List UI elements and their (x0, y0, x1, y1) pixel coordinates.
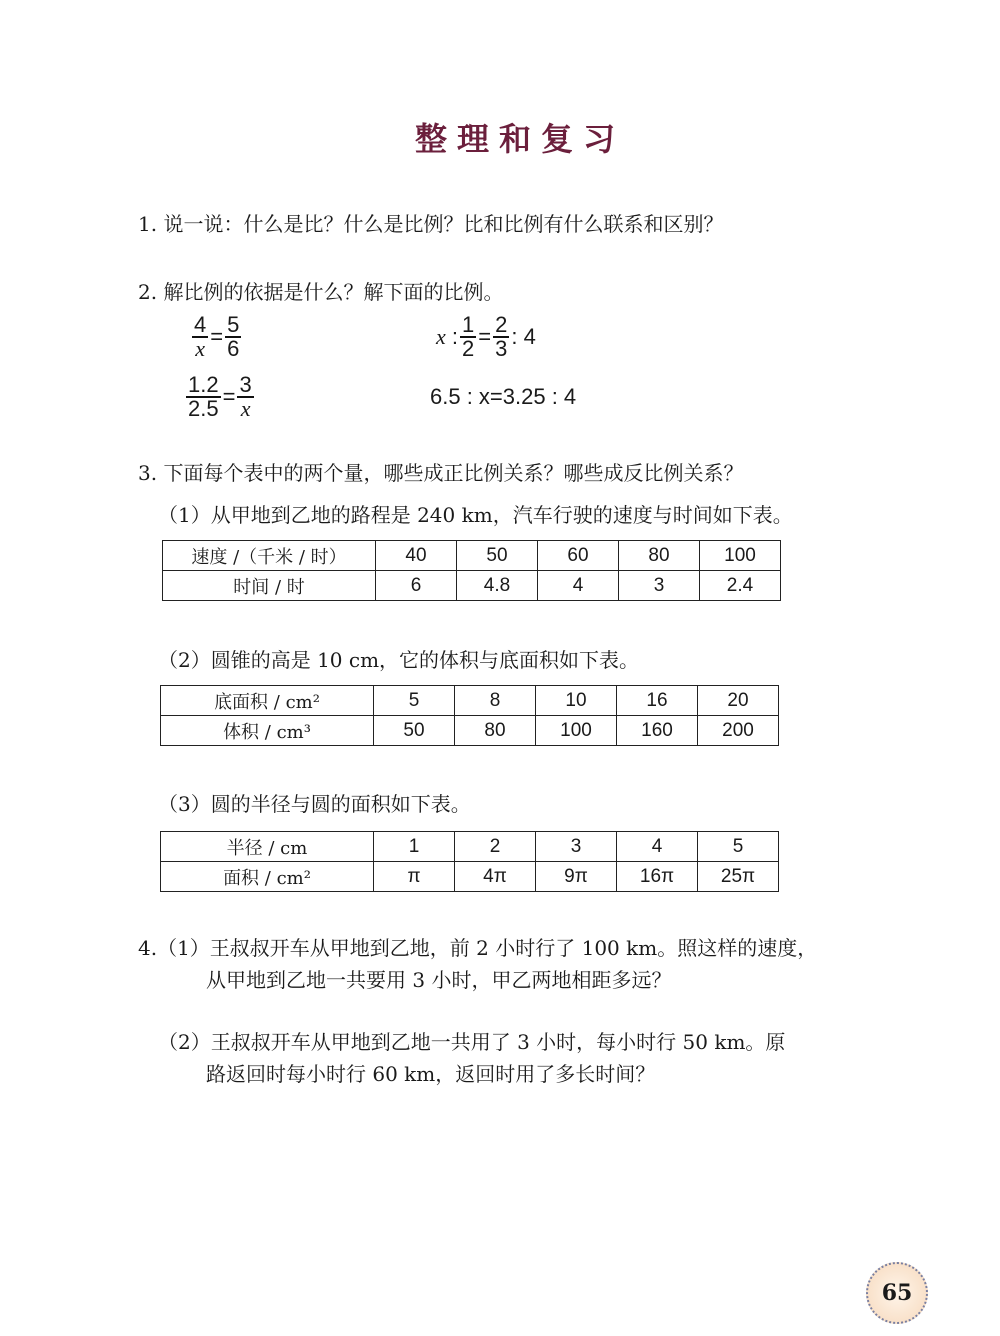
table-row: 时间 / 时 6 4.8 4 3 2.4 (163, 571, 781, 601)
table-row: 半径 / cm 1 2 3 4 5 (161, 832, 779, 862)
question-2: 2. 解比例的依据是什么？解下面的比例。 (138, 280, 504, 304)
question-4-1-line1: 4.（1）王叔叔开车从甲地到乙地，前 2 小时行了 100 km。照这样的速度， (138, 936, 818, 960)
question-3-2: （2）圆锥的高是 10 cm，它的体积与底面积如下表。 (158, 648, 640, 672)
question-3: 3. 下面每个表中的两个量，哪些成正比例关系？哪些成反比例关系？ (138, 461, 744, 485)
equation-4: 6.5 : x=3.25 : 4 (430, 384, 577, 409)
page-number-badge: 65 (866, 1262, 928, 1324)
area-volume-table (160, 685, 779, 746)
table-row: 面积 / cm² π 4π 9π 16π 25π (161, 862, 779, 892)
question-4-2-line1: （2）王叔叔开车从甲地到乙地一共用了 3 小时，每小时行 50 km。原 (158, 1030, 786, 1054)
equation-1: $\frac{4}{x}$ = $\frac{5}{6}$ (194, 312, 240, 361)
question-4-2-line2: 路返回时每小时行 60 km，返回时用了多长时间？ (206, 1062, 656, 1086)
page-title: 整理和复习 (414, 120, 625, 158)
equation-2: x : $\frac{1}{2}$ = $\frac{2}{3}$ : 4 (436, 312, 536, 361)
equation-3: $\frac{1.2}{2.5}$ = $\frac{3}{x}$ (188, 372, 252, 421)
question-3-1: （1）从甲地到乙地的路程是 240 km，汽车行驶的速度与时间如下表。 (158, 503, 793, 527)
question-1: 1. 说一说：什么是比？什么是比例？比和比例有什么联系和区别？ (138, 212, 724, 236)
question-3-3: （3）圆的半径与圆的面积如下表。 (158, 792, 471, 816)
table-row: 底面积 / cm² 5 8 10 16 20 (161, 686, 779, 716)
radius-area-table (160, 831, 779, 892)
speed-time-table (162, 540, 781, 601)
table-row: 体积 / cm³ 50 80 100 160 200 (161, 716, 779, 746)
question-4-1-line2: 从甲地到乙地一共要用 3 小时，甲乙两地相距多远？ (206, 968, 672, 992)
table-row: 速度 /（千米 / 时） 40 50 60 80 100 (163, 541, 781, 571)
